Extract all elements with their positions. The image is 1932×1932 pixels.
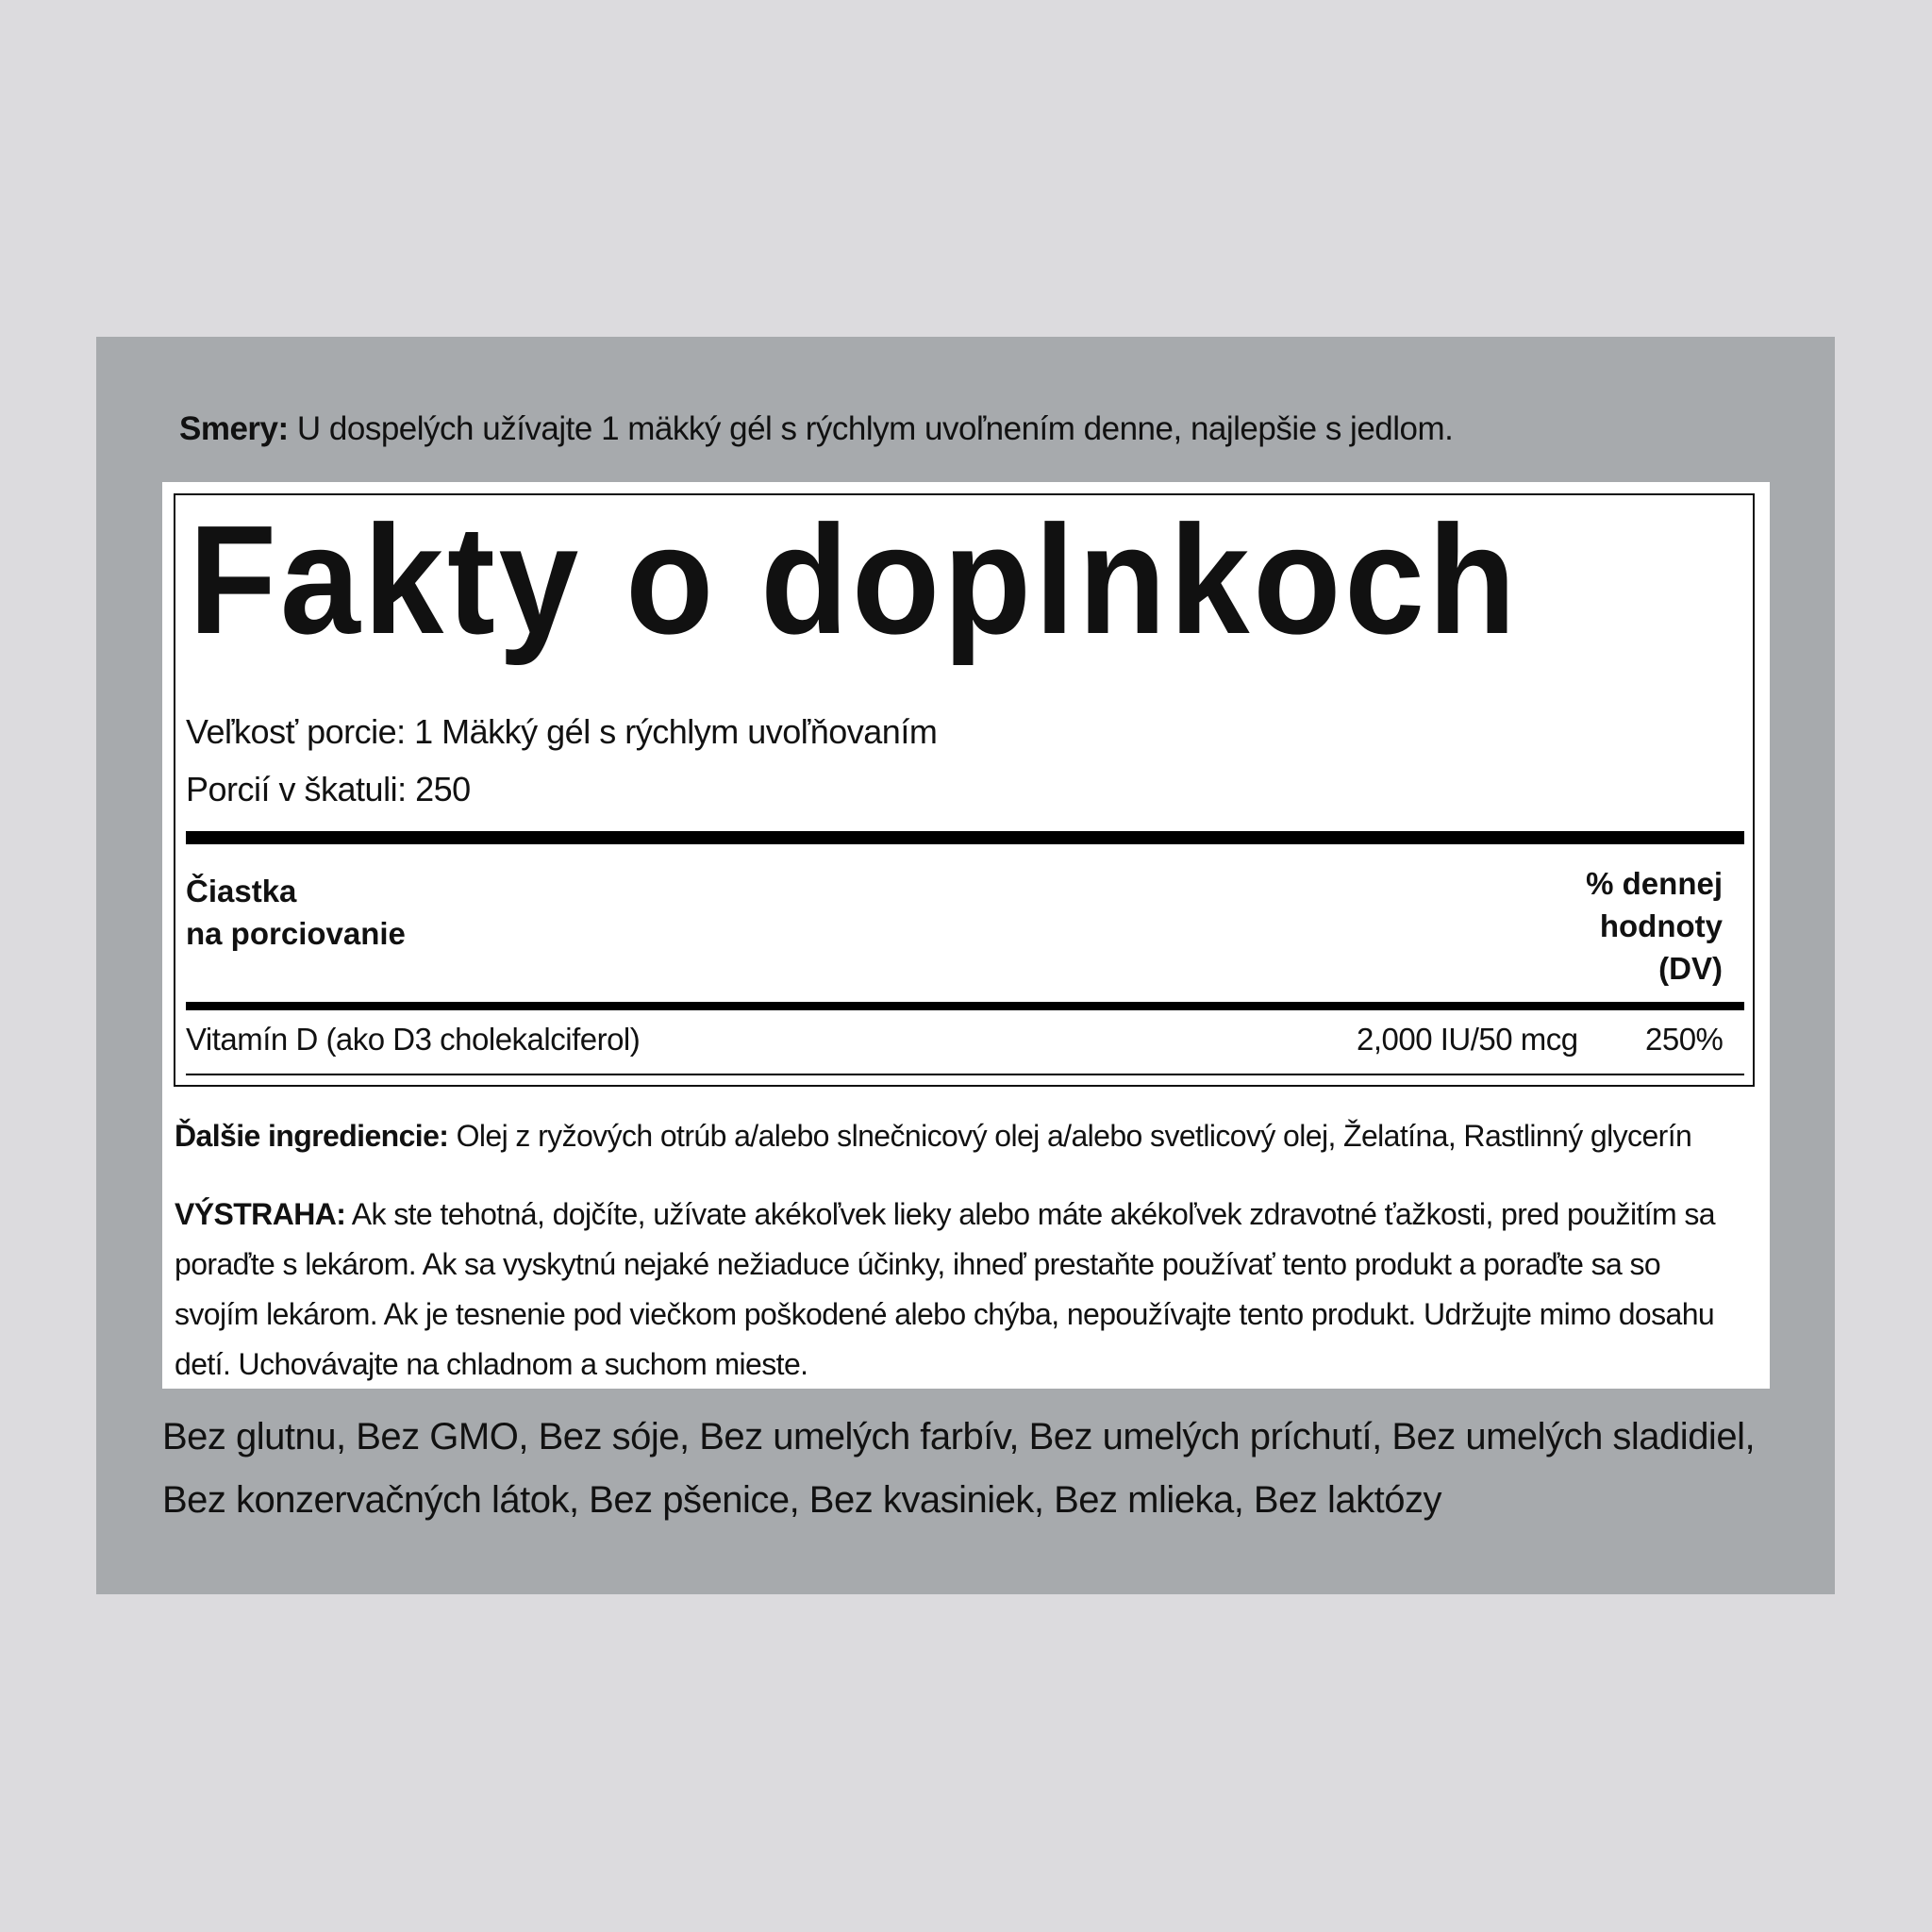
warning-label: VÝSTRAHA: bbox=[175, 1197, 346, 1231]
directions-label: Smery: bbox=[179, 410, 289, 447]
other-ingredients bbox=[175, 1119, 1691, 1154]
warning-text: Ak ste tehotná, dojčíte, užívate akékoľvek lieky alebo máte akékoľvek zdravotné ťažkosti, pred použitím sa poraďte s lekárom. Ak sa vyskytnú nejaké nežiaduce účinky, ihneď prestaňte používať tento produkt a poraďte sa so svojím lekárom. Ak je tesnenie pod viečkom poškodené alebo chýba, nepoužívajte tento produkt. Udržujte mimo dosahu detí. Uchovávajte na chladnom a suchom mieste. bbox=[175, 1197, 1715, 1381]
servings-per-container: Porcií v škatuli: 250 bbox=[186, 770, 471, 808]
free-from-list: Bez glutnu, Bez GMO, Bez sóje, Bez umelých farbív, Bez umelých príchutí, Bez umelých sladidiel, Bez konzervačných látok, Bez pšenice, Bez kvasiniek, Bez mlieka, Bez laktózy bbox=[162, 1416, 1756, 1521]
directions-line bbox=[179, 410, 1453, 448]
thin-divider bbox=[186, 1074, 1744, 1075]
warning-paragraph bbox=[175, 1190, 1740, 1390]
dv-header-line3: (DV) bbox=[1658, 951, 1723, 986]
amount-header-line1: Čiastka bbox=[186, 874, 297, 908]
ingredients-text: Olej z ryžových otrúb a/alebo slnečnicový olej a/alebo svetlicový olej, Želatína, Rastlinný glycerín bbox=[448, 1119, 1692, 1153]
ingredients-label: Ďalšie ingrediencie: bbox=[175, 1119, 449, 1153]
directions-text: U dospelých užívajte 1 mäkký gél s rýchlym uvoľnením denne, najlepšie s jedlom. bbox=[288, 410, 1454, 447]
thick-divider bbox=[186, 831, 1744, 844]
nutrient-amount: 2,000 IU/50 mcg bbox=[1357, 1022, 1578, 1057]
nutrient-daily-value: 250% bbox=[1645, 1022, 1724, 1057]
serving-size: Veľkosť porcie: 1 Mäkký gél s rýchlym uvoľňovaním bbox=[186, 712, 938, 751]
amount-header-line2: na porciovanie bbox=[186, 916, 406, 951]
facts-title: Fakty o doplnkoch bbox=[189, 493, 1520, 666]
nutrient-name: Vitamín D (ako D3 cholekalciferol) bbox=[186, 1022, 641, 1057]
dv-header-line2: hodnoty bbox=[1599, 908, 1723, 943]
amount-per-serving-header bbox=[186, 870, 406, 955]
dv-header-line1: % dennej bbox=[1586, 866, 1723, 901]
medium-divider bbox=[186, 1002, 1744, 1010]
daily-value-header bbox=[1472, 862, 1723, 990]
